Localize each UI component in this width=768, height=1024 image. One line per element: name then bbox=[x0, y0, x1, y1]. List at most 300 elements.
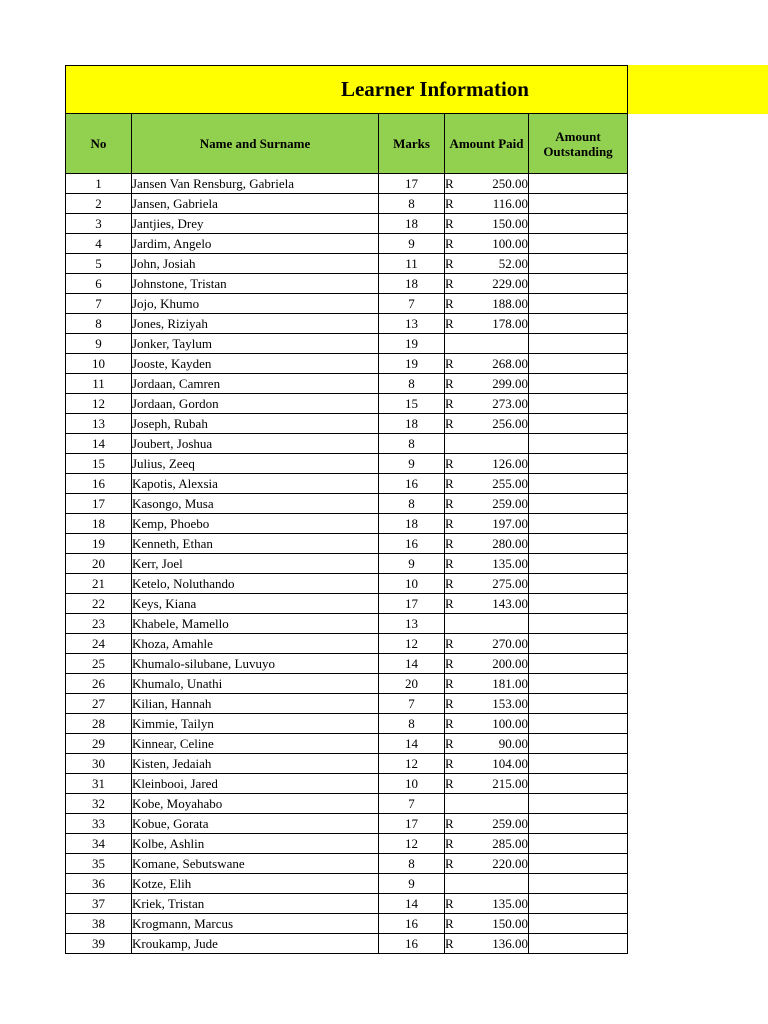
cell-name[interactable]: Khumalo-silubane, Luvuyo bbox=[132, 654, 379, 674]
currency-symbol: R bbox=[445, 736, 454, 751]
cell-no[interactable]: 14 bbox=[66, 434, 132, 454]
cell-amount-outstanding[interactable] bbox=[529, 714, 628, 734]
cell-marks[interactable]: 14 bbox=[379, 734, 445, 754]
table-row bbox=[66, 694, 628, 714]
cell-name[interactable]: Jordaan, Gordon bbox=[132, 394, 379, 414]
cell-amount-paid[interactable] bbox=[445, 314, 529, 334]
paid-amount: 143.00 bbox=[492, 596, 528, 611]
cell-amount-outstanding[interactable] bbox=[529, 274, 628, 294]
cell-name[interactable]: Krogmann, Marcus bbox=[132, 914, 379, 934]
paid-amount: 100.00 bbox=[492, 236, 528, 251]
cell-marks[interactable]: 7 bbox=[379, 794, 445, 814]
currency-symbol: R bbox=[445, 656, 454, 671]
cell-marks[interactable]: 8 bbox=[379, 714, 445, 734]
cell-marks[interactable]: 19 bbox=[379, 334, 445, 354]
cell-name[interactable]: Kenneth, Ethan bbox=[132, 534, 379, 554]
cell-amount-outstanding[interactable] bbox=[529, 554, 628, 574]
currency-symbol: R bbox=[445, 496, 454, 511]
cell-no[interactable]: 6 bbox=[66, 274, 132, 294]
table-row bbox=[66, 854, 628, 874]
cell-amount-outstanding[interactable] bbox=[529, 254, 628, 274]
cell-marks[interactable]: 20 bbox=[379, 674, 445, 694]
cell-amount-paid[interactable] bbox=[445, 914, 529, 934]
cell-marks[interactable]: 11 bbox=[379, 254, 445, 274]
cell-no[interactable]: 37 bbox=[66, 894, 132, 914]
cell-amount-outstanding[interactable] bbox=[529, 194, 628, 214]
currency-symbol: R bbox=[445, 196, 454, 211]
table-row bbox=[66, 474, 628, 494]
table-row bbox=[66, 534, 628, 554]
cell-amount-paid[interactable] bbox=[445, 874, 529, 894]
cell-amount-paid[interactable] bbox=[445, 414, 529, 434]
currency-symbol: R bbox=[445, 376, 454, 391]
table-row bbox=[66, 714, 628, 734]
cell-amount-paid[interactable] bbox=[445, 674, 529, 694]
cell-no[interactable]: 2 bbox=[66, 194, 132, 214]
table-row bbox=[66, 434, 628, 454]
cell-no[interactable]: 17 bbox=[66, 494, 132, 514]
cell-no[interactable]: 38 bbox=[66, 914, 132, 934]
cell-amount-paid[interactable] bbox=[445, 254, 529, 274]
cell-name[interactable]: Khabele, Mamello bbox=[132, 614, 379, 634]
currency-symbol: R bbox=[445, 896, 454, 911]
cell-no[interactable]: 8 bbox=[66, 314, 132, 334]
currency-symbol: R bbox=[445, 776, 454, 791]
cell-marks[interactable]: 16 bbox=[379, 914, 445, 934]
cell-marks[interactable]: 10 bbox=[379, 774, 445, 794]
cell-no[interactable]: 31 bbox=[66, 774, 132, 794]
table-row bbox=[66, 654, 628, 674]
paid-amount: 268.00 bbox=[492, 356, 528, 371]
cell-amount-outstanding[interactable] bbox=[529, 654, 628, 674]
currency-symbol: R bbox=[445, 236, 454, 251]
paid-amount: 52.00 bbox=[498, 256, 528, 271]
cell-name[interactable]: Julius, Zeeq bbox=[132, 454, 379, 474]
cell-amount-paid[interactable] bbox=[445, 854, 529, 874]
table-row bbox=[66, 394, 628, 414]
cell-marks[interactable]: 18 bbox=[379, 274, 445, 294]
cell-no[interactable]: 27 bbox=[66, 694, 132, 714]
cell-name[interactable]: Joseph, Rubah bbox=[132, 414, 379, 434]
cell-amount-paid[interactable] bbox=[445, 354, 529, 374]
cell-no[interactable]: 28 bbox=[66, 714, 132, 734]
cell-amount-outstanding[interactable] bbox=[529, 294, 628, 314]
table-row bbox=[66, 174, 628, 194]
cell-amount-paid[interactable] bbox=[445, 194, 529, 214]
cell-name[interactable]: Jansen, Gabriela bbox=[132, 194, 379, 214]
table-row bbox=[66, 634, 628, 654]
cell-name[interactable]: Johnstone, Tristan bbox=[132, 274, 379, 294]
paid-amount: 299.00 bbox=[492, 376, 528, 391]
cell-amount-outstanding[interactable] bbox=[529, 594, 628, 614]
cell-no[interactable]: 19 bbox=[66, 534, 132, 554]
table-row bbox=[66, 454, 628, 474]
cell-name[interactable]: Jantjies, Drey bbox=[132, 214, 379, 234]
cell-name[interactable]: Jardim, Angelo bbox=[132, 234, 379, 254]
paid-amount: 215.00 bbox=[492, 776, 528, 791]
cell-amount-paid[interactable] bbox=[445, 814, 529, 834]
cell-name[interactable]: Kimmie, Tailyn bbox=[132, 714, 379, 734]
table-row bbox=[66, 214, 628, 234]
cell-no[interactable]: 25 bbox=[66, 654, 132, 674]
cell-no[interactable]: 26 bbox=[66, 674, 132, 694]
cell-name[interactable]: Kleinbooi, Jared bbox=[132, 774, 379, 794]
currency-symbol: R bbox=[445, 216, 454, 231]
cell-no[interactable]: 15 bbox=[66, 454, 132, 474]
cell-name[interactable]: Kobe, Moyahabo bbox=[132, 794, 379, 814]
cell-name[interactable]: Ketelo, Noluthando bbox=[132, 574, 379, 594]
cell-name[interactable]: Kilian, Hannah bbox=[132, 694, 379, 714]
cell-marks[interactable]: 14 bbox=[379, 654, 445, 674]
sheet-title: Learner Information bbox=[340, 77, 529, 101]
cell-marks[interactable]: 18 bbox=[379, 514, 445, 534]
cell-marks[interactable]: 12 bbox=[379, 754, 445, 774]
cell-amount-paid[interactable] bbox=[445, 734, 529, 754]
table-row bbox=[66, 594, 628, 614]
table-row bbox=[66, 294, 628, 314]
cell-marks[interactable]: 8 bbox=[379, 374, 445, 394]
cell-amount-outstanding[interactable] bbox=[529, 634, 628, 654]
cell-marks[interactable]: 15 bbox=[379, 394, 445, 414]
cell-marks[interactable]: 9 bbox=[379, 454, 445, 474]
cell-amount-paid[interactable] bbox=[445, 394, 529, 414]
cell-marks[interactable]: 18 bbox=[379, 214, 445, 234]
table-row bbox=[66, 674, 628, 694]
cell-amount-outstanding[interactable] bbox=[529, 854, 628, 874]
cell-no[interactable]: 10 bbox=[66, 354, 132, 374]
cell-amount-paid[interactable] bbox=[445, 754, 529, 774]
table-row bbox=[66, 374, 628, 394]
cell-amount-outstanding[interactable] bbox=[529, 774, 628, 794]
table-row bbox=[66, 234, 628, 254]
learner-table bbox=[65, 113, 628, 954]
header-no[interactable]: No bbox=[66, 114, 132, 174]
paid-amount: 285.00 bbox=[492, 836, 528, 851]
paid-amount: 280.00 bbox=[492, 536, 528, 551]
cell-marks[interactable]: 17 bbox=[379, 814, 445, 834]
currency-symbol: R bbox=[445, 696, 454, 711]
cell-marks[interactable]: 16 bbox=[379, 934, 445, 954]
currency-symbol: R bbox=[445, 856, 454, 871]
header-marks[interactable]: Marks bbox=[379, 114, 445, 174]
cell-no[interactable]: 23 bbox=[66, 614, 132, 634]
cell-marks[interactable]: 19 bbox=[379, 354, 445, 374]
cell-amount-outstanding[interactable] bbox=[529, 914, 628, 934]
cell-marks[interactable]: 18 bbox=[379, 414, 445, 434]
cell-amount-outstanding[interactable] bbox=[529, 794, 628, 814]
cell-amount-paid[interactable] bbox=[445, 894, 529, 914]
currency-symbol: R bbox=[445, 936, 454, 951]
cell-amount-outstanding[interactable] bbox=[529, 214, 628, 234]
cell-no[interactable]: 11 bbox=[66, 374, 132, 394]
cell-name[interactable]: Kotze, Elih bbox=[132, 874, 379, 894]
cell-amount-paid[interactable] bbox=[445, 434, 529, 454]
currency-symbol: R bbox=[445, 636, 454, 651]
cell-no[interactable]: 30 bbox=[66, 754, 132, 774]
currency-symbol: R bbox=[445, 256, 454, 271]
cell-name[interactable]: Kemp, Phoebo bbox=[132, 514, 379, 534]
cell-no[interactable]: 18 bbox=[66, 514, 132, 534]
cell-amount-outstanding[interactable] bbox=[529, 574, 628, 594]
paid-amount: 197.00 bbox=[492, 516, 528, 531]
cell-no[interactable]: 5 bbox=[66, 254, 132, 274]
table-row bbox=[66, 254, 628, 274]
cell-no[interactable]: 4 bbox=[66, 234, 132, 254]
cell-name[interactable]: Jojo, Khumo bbox=[132, 294, 379, 314]
cell-amount-paid[interactable] bbox=[445, 654, 529, 674]
cell-name[interactable]: Jooste, Kayden bbox=[132, 354, 379, 374]
cell-no[interactable]: 34 bbox=[66, 834, 132, 854]
cell-amount-outstanding[interactable] bbox=[529, 334, 628, 354]
paid-amount: 255.00 bbox=[492, 476, 528, 491]
cell-amount-paid[interactable] bbox=[445, 714, 529, 734]
cell-amount-outstanding[interactable] bbox=[529, 474, 628, 494]
table-row bbox=[66, 574, 628, 594]
cell-marks[interactable]: 12 bbox=[379, 634, 445, 654]
currency-symbol: R bbox=[445, 516, 454, 531]
currency-symbol: R bbox=[445, 916, 454, 931]
table-row bbox=[66, 414, 628, 434]
paid-amount: 188.00 bbox=[492, 296, 528, 311]
cell-marks[interactable]: 14 bbox=[379, 894, 445, 914]
cell-no[interactable]: 39 bbox=[66, 934, 132, 954]
cell-amount-paid[interactable] bbox=[445, 934, 529, 954]
cell-amount-outstanding[interactable] bbox=[529, 934, 628, 954]
cell-amount-outstanding[interactable] bbox=[529, 814, 628, 834]
cell-name[interactable]: Kinnear, Celine bbox=[132, 734, 379, 754]
cell-no[interactable]: 33 bbox=[66, 814, 132, 834]
currency-symbol: R bbox=[445, 756, 454, 771]
paid-amount: 153.00 bbox=[492, 696, 528, 711]
paid-amount: 181.00 bbox=[492, 676, 528, 691]
cell-amount-outstanding[interactable] bbox=[529, 734, 628, 754]
cell-marks[interactable]: 17 bbox=[379, 174, 445, 194]
cell-amount-paid[interactable] bbox=[445, 474, 529, 494]
cell-marks[interactable]: 12 bbox=[379, 834, 445, 854]
paid-amount: 178.00 bbox=[492, 316, 528, 331]
header-row bbox=[66, 114, 628, 174]
cell-amount-paid[interactable] bbox=[445, 214, 529, 234]
cell-amount-outstanding[interactable] bbox=[529, 374, 628, 394]
paid-amount: 259.00 bbox=[492, 496, 528, 511]
cell-name[interactable]: Kerr, Joel bbox=[132, 554, 379, 574]
cell-name[interactable]: Khoza, Amahle bbox=[132, 634, 379, 654]
cell-no[interactable]: 12 bbox=[66, 394, 132, 414]
cell-amount-paid[interactable] bbox=[445, 534, 529, 554]
table-row bbox=[66, 874, 628, 894]
cell-amount-outstanding[interactable] bbox=[529, 394, 628, 414]
cell-amount-outstanding[interactable] bbox=[529, 174, 628, 194]
currency-symbol: R bbox=[445, 316, 454, 331]
cell-name[interactable]: Kriek, Tristan bbox=[132, 894, 379, 914]
cell-marks[interactable]: 7 bbox=[379, 294, 445, 314]
cell-amount-paid[interactable] bbox=[445, 774, 529, 794]
cell-name[interactable]: Joubert, Joshua bbox=[132, 434, 379, 454]
cell-no[interactable]: 22 bbox=[66, 594, 132, 614]
header-amount-paid[interactable]: Amount Paid bbox=[445, 114, 529, 174]
cell-amount-paid[interactable] bbox=[445, 234, 529, 254]
cell-amount-outstanding[interactable] bbox=[529, 754, 628, 774]
table-row bbox=[66, 194, 628, 214]
cell-no[interactable]: 16 bbox=[66, 474, 132, 494]
cell-marks[interactable]: 7 bbox=[379, 694, 445, 714]
cell-no[interactable]: 1 bbox=[66, 174, 132, 194]
cell-name[interactable]: Kapotis, Alexsia bbox=[132, 474, 379, 494]
cell-amount-outstanding[interactable] bbox=[529, 674, 628, 694]
cell-marks[interactable]: 9 bbox=[379, 874, 445, 894]
paid-amount: 150.00 bbox=[492, 916, 528, 931]
paid-amount: 126.00 bbox=[492, 456, 528, 471]
cell-amount-outstanding[interactable] bbox=[529, 494, 628, 514]
table-row bbox=[66, 514, 628, 534]
table-row bbox=[66, 914, 628, 934]
cell-marks[interactable]: 13 bbox=[379, 614, 445, 634]
cell-name[interactable]: Kolbe, Ashlin bbox=[132, 834, 379, 854]
cell-amount-paid[interactable] bbox=[445, 614, 529, 634]
table-row bbox=[66, 794, 628, 814]
table-row bbox=[66, 314, 628, 334]
table-row bbox=[66, 814, 628, 834]
cell-amount-paid[interactable] bbox=[445, 494, 529, 514]
cell-amount-outstanding[interactable] bbox=[529, 874, 628, 894]
cell-name[interactable]: Khumalo, Unathi bbox=[132, 674, 379, 694]
cell-amount-paid[interactable] bbox=[445, 514, 529, 534]
cell-name[interactable]: Jonker, Taylum bbox=[132, 334, 379, 354]
paid-amount: 259.00 bbox=[492, 816, 528, 831]
cell-name[interactable]: Kisten, Jedaiah bbox=[132, 754, 379, 774]
cell-no[interactable]: 13 bbox=[66, 414, 132, 434]
paid-amount: 150.00 bbox=[492, 216, 528, 231]
currency-symbol: R bbox=[445, 416, 454, 431]
currency-symbol: R bbox=[445, 716, 454, 731]
cell-amount-paid[interactable] bbox=[445, 694, 529, 714]
paid-amount: 220.00 bbox=[492, 856, 528, 871]
cell-amount-paid[interactable] bbox=[445, 174, 529, 194]
cell-amount-paid[interactable] bbox=[445, 834, 529, 854]
paid-amount: 256.00 bbox=[492, 416, 528, 431]
currency-symbol: R bbox=[445, 676, 454, 691]
cell-name[interactable]: Jones, Riziyah bbox=[132, 314, 379, 334]
cell-amount-paid[interactable] bbox=[445, 294, 529, 314]
currency-symbol: R bbox=[445, 836, 454, 851]
cell-name[interactable]: Jordaan, Camren bbox=[132, 374, 379, 394]
cell-amount-paid[interactable] bbox=[445, 794, 529, 814]
paid-amount: 135.00 bbox=[492, 556, 528, 571]
cell-amount-outstanding[interactable] bbox=[529, 694, 628, 714]
cell-amount-paid[interactable] bbox=[445, 454, 529, 474]
paid-amount: 104.00 bbox=[492, 756, 528, 771]
cell-name[interactable]: John, Josiah bbox=[132, 254, 379, 274]
cell-name[interactable]: Kobue, Gorata bbox=[132, 814, 379, 834]
currency-symbol: R bbox=[445, 296, 454, 311]
cell-amount-paid[interactable] bbox=[445, 574, 529, 594]
cell-marks[interactable]: 16 bbox=[379, 474, 445, 494]
cell-amount-outstanding[interactable] bbox=[529, 434, 628, 454]
paid-amount: 90.00 bbox=[498, 736, 528, 751]
cell-amount-paid[interactable] bbox=[445, 634, 529, 654]
cell-marks[interactable]: 8 bbox=[379, 854, 445, 874]
table-row bbox=[66, 934, 628, 954]
cell-marks[interactable]: 8 bbox=[379, 434, 445, 454]
cell-name[interactable]: Kroukamp, Jude bbox=[132, 934, 379, 954]
cell-amount-outstanding[interactable] bbox=[529, 514, 628, 534]
currency-symbol: R bbox=[445, 356, 454, 371]
cell-no[interactable]: 32 bbox=[66, 794, 132, 814]
cell-no[interactable]: 21 bbox=[66, 574, 132, 594]
cell-marks[interactable]: 8 bbox=[379, 194, 445, 214]
cell-marks[interactable]: 13 bbox=[379, 314, 445, 334]
cell-no[interactable]: 3 bbox=[66, 214, 132, 234]
cell-amount-outstanding[interactable] bbox=[529, 534, 628, 554]
cell-no[interactable]: 29 bbox=[66, 734, 132, 754]
table-row bbox=[66, 894, 628, 914]
cell-marks[interactable]: 17 bbox=[379, 594, 445, 614]
paid-amount: 135.00 bbox=[492, 896, 528, 911]
paid-amount: 200.00 bbox=[492, 656, 528, 671]
currency-symbol: R bbox=[445, 176, 454, 191]
cell-amount-outstanding[interactable] bbox=[529, 314, 628, 334]
cell-no[interactable]: 36 bbox=[66, 874, 132, 894]
table-body bbox=[66, 174, 628, 954]
cell-amount-outstanding[interactable] bbox=[529, 834, 628, 854]
header-amount-outstanding[interactable]: Amount Outstanding bbox=[529, 114, 628, 174]
cell-marks[interactable]: 9 bbox=[379, 554, 445, 574]
currency-symbol: R bbox=[445, 576, 454, 591]
cell-no[interactable]: 20 bbox=[66, 554, 132, 574]
cell-name[interactable]: Keys, Kiana bbox=[132, 594, 379, 614]
currency-symbol: R bbox=[445, 276, 454, 291]
table-row bbox=[66, 754, 628, 774]
cell-name[interactable]: Kasongo, Musa bbox=[132, 494, 379, 514]
table-row bbox=[66, 494, 628, 514]
cell-marks[interactable]: 8 bbox=[379, 494, 445, 514]
cell-amount-outstanding[interactable] bbox=[529, 614, 628, 634]
cell-name[interactable]: Jansen Van Rensburg, Gabriela bbox=[132, 174, 379, 194]
cell-amount-paid[interactable] bbox=[445, 374, 529, 394]
cell-amount-outstanding[interactable] bbox=[529, 454, 628, 474]
table-row bbox=[66, 334, 628, 354]
cell-no[interactable]: 9 bbox=[66, 334, 132, 354]
currency-symbol: R bbox=[445, 816, 454, 831]
currency-symbol: R bbox=[445, 596, 454, 611]
header-name[interactable]: Name and Surname bbox=[132, 114, 379, 174]
cell-name[interactable]: Komane, Sebutswane bbox=[132, 854, 379, 874]
cell-no[interactable]: 24 bbox=[66, 634, 132, 654]
table-row bbox=[66, 274, 628, 294]
paid-amount: 273.00 bbox=[492, 396, 528, 411]
cell-amount-paid[interactable] bbox=[445, 334, 529, 354]
cell-amount-outstanding[interactable] bbox=[529, 414, 628, 434]
cell-marks[interactable]: 9 bbox=[379, 234, 445, 254]
table-row bbox=[66, 774, 628, 794]
cell-amount-paid[interactable] bbox=[445, 554, 529, 574]
cell-amount-outstanding[interactable] bbox=[529, 234, 628, 254]
paid-amount: 136.00 bbox=[492, 936, 528, 951]
cell-no[interactable]: 35 bbox=[66, 854, 132, 874]
paid-amount: 270.00 bbox=[492, 636, 528, 651]
cell-amount-paid[interactable] bbox=[445, 274, 529, 294]
cell-marks[interactable]: 10 bbox=[379, 574, 445, 594]
currency-symbol: R bbox=[445, 456, 454, 471]
cell-amount-outstanding[interactable] bbox=[529, 894, 628, 914]
cell-marks[interactable]: 16 bbox=[379, 534, 445, 554]
cell-no[interactable]: 7 bbox=[66, 294, 132, 314]
currency-symbol: R bbox=[445, 396, 454, 411]
cell-amount-paid[interactable] bbox=[445, 594, 529, 614]
table-row bbox=[66, 734, 628, 754]
table-row bbox=[66, 354, 628, 374]
cell-amount-outstanding[interactable] bbox=[529, 354, 628, 374]
